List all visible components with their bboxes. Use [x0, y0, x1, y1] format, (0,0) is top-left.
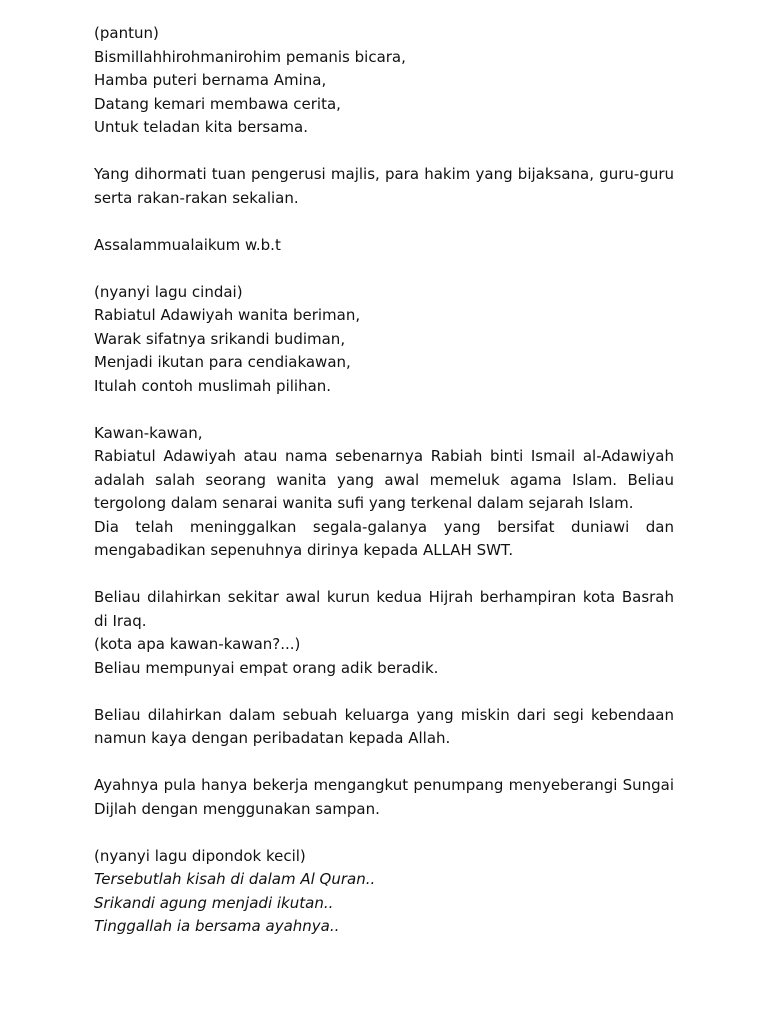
song-pondok-line: Tersebutlah kisah di dalam Al Quran.. [94, 870, 376, 888]
birth-section [94, 586, 674, 680]
intro-address: Kawan-kawan, [94, 423, 203, 442]
salam-paragraph [94, 234, 674, 258]
pantun-line: Bismillahhirohmanirohim pemanis bicara, [94, 47, 406, 66]
song-pondok-tag: (nyanyi lagu dipondok kecil) [94, 846, 306, 865]
song-pondok-line: Tinggallah ia bersama ayahnya.. [94, 917, 340, 935]
song-cindai-tag: (nyanyi lagu cindai) [94, 282, 243, 301]
intro-section [94, 422, 674, 563]
song-cindai-line: Rabiatul Adawiyah wanita beriman, [94, 306, 361, 324]
pantun-stanza [94, 22, 674, 140]
birth-question: (kota apa kawan-kawan?...) [94, 635, 301, 653]
pantun-tag: (pantun) [94, 24, 159, 42]
birth-paragraph-1: Beliau dilahirkan sekitar awal kurun kedua Hijrah berhampiran kota Basrah di Iraq. [94, 588, 674, 630]
family-section [94, 704, 674, 751]
pantun-line: Untuk teladan kita bersama. [94, 118, 308, 136]
family-paragraph: Beliau dilahirkan dalam sebuah keluarga yang miskin dari segi kebendaan namun kaya dengan peribadatan kepada Allah. [94, 705, 674, 747]
song-pondok-line: Srikandi agung menjadi ikutan.. [94, 893, 334, 912]
document-body [94, 22, 674, 962]
greeting-text: Yang dihormati tuan pengerusi majlis, para hakim yang bijaksana, guru-guru serta rakan-rakan sekalian. [94, 165, 674, 207]
song-cindai-line: Menjadi ikutan para cendiakawan, [94, 353, 351, 371]
greeting-paragraph [94, 163, 674, 210]
song-cindai-line: Warak sifatnya srikandi budiman, [94, 329, 346, 348]
intro-paragraph-1: Rabiatul Adawiyah atau nama sebenarnya Rabiah binti Ismail al-Adawiyah adalah salah seorang wanita yang awal memeluk agama Islam. Beliau tergolong dalam senarai wanita sufi yang terkenal dalam sejarah Islam. [94, 447, 674, 512]
birth-paragraph-2: Beliau mempunyai empat orang adik beradik. [94, 658, 439, 677]
pantun-line: Hamba puteri bernama Amina, [94, 71, 327, 89]
song-pondok-lyrics [94, 868, 674, 939]
intro-paragraph-2: Dia telah meninggalkan segala-galanya yang bersifat duniawi dan mengabadikan sepenuhnya dirinya kepada ALLAH SWT. [94, 517, 674, 559]
pantun-line: Datang kemari membawa cerita, [94, 94, 341, 113]
father-section [94, 774, 674, 821]
song-cindai-stanza [94, 281, 674, 399]
father-paragraph: Ayahnya pula hanya bekerja mengangkut penumpang menyeberangi Sungai Dijlah dengan menggunakan sampan. [94, 776, 674, 818]
salam-text: Assalammualaikum w.b.t [94, 235, 281, 254]
song-cindai-line: Itulah contoh muslimah pilihan. [94, 376, 332, 395]
song-pondok-stanza [94, 845, 674, 939]
